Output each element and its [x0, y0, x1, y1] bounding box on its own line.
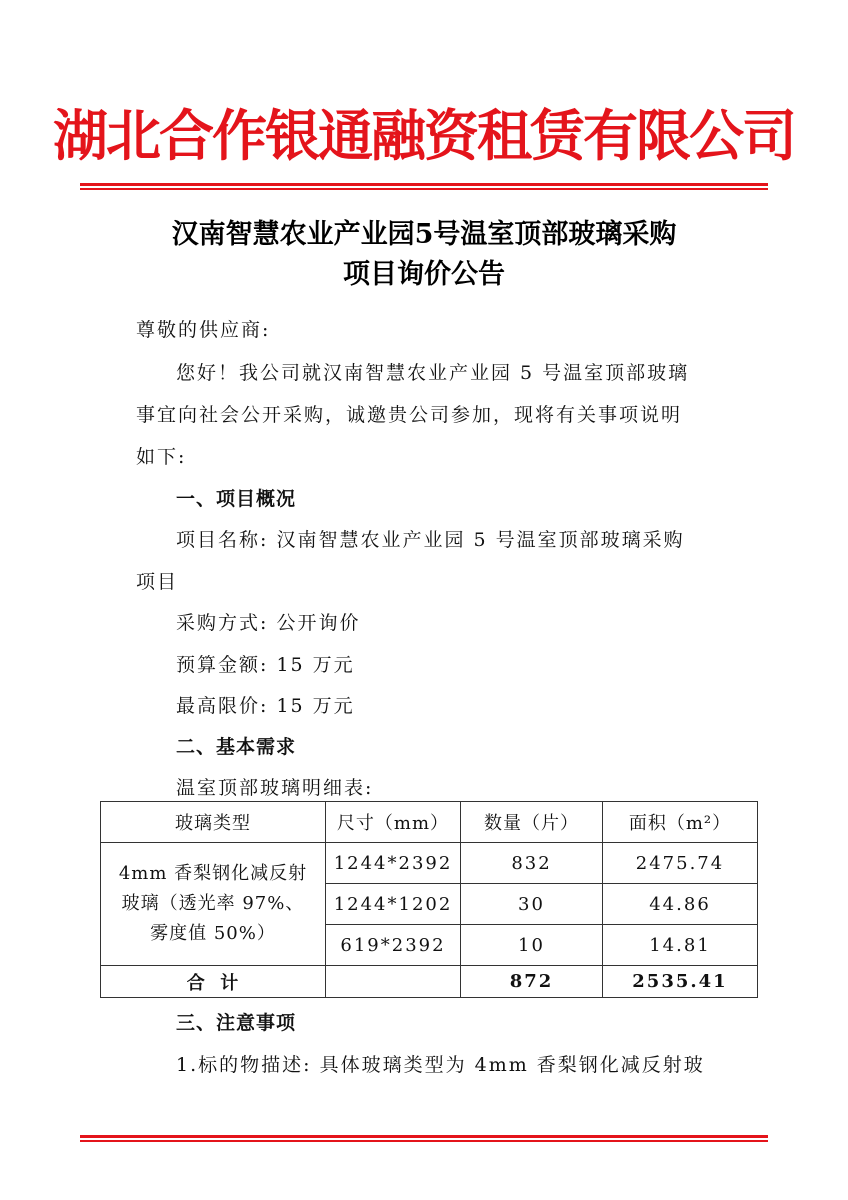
section1-heading: 一、项目概况	[176, 488, 297, 510]
intro-line-3: 如下:	[136, 446, 187, 468]
header-quantity: 数量（片）	[461, 802, 603, 843]
glass-detail-table	[100, 801, 758, 998]
max-price: 最高限价: 15 万元	[176, 695, 355, 717]
glass-type-cell	[101, 843, 326, 966]
table-caption: 温室顶部玻璃明细表:	[176, 777, 374, 799]
section3-heading: 三、注意事项	[176, 1012, 297, 1034]
area-cell: 2475.74	[603, 843, 758, 884]
area-cell: 14.81	[603, 925, 758, 966]
table-total-row	[101, 966, 758, 998]
size-cell: 1244*1202	[326, 884, 461, 925]
notice-title-line2: 项目询价公告	[343, 259, 505, 290]
glass-type-line1: 4mm 香梨钢化减反射	[118, 863, 308, 884]
salutation: 尊敬的供应商:	[136, 319, 271, 341]
table-row	[101, 843, 758, 884]
quantity-cell: 832	[461, 843, 603, 884]
quantity-cell: 30	[461, 884, 603, 925]
procurement-method: 采购方式: 公开询价	[176, 612, 361, 634]
total-size-empty	[326, 966, 461, 998]
intro-line-2: 事宜向社会公开采购，诚邀贵公司参加，现将有关事项说明	[136, 404, 683, 426]
total-area: 2535.41	[603, 966, 758, 998]
table-header-row	[101, 802, 758, 843]
header-area: 面积（m²）	[603, 802, 758, 843]
letterhead-rule-thick	[80, 183, 768, 186]
header-glass-type: 玻璃类型	[101, 802, 326, 843]
total-quantity: 872	[461, 966, 603, 998]
glass-type-line3: 雾度值 50%）	[150, 923, 276, 944]
project-name-line2: 项目	[136, 571, 179, 593]
area-cell: 44.86	[603, 884, 758, 925]
notice-title-line1: 汉南智慧农业产业园5号温室顶部玻璃采购	[171, 219, 677, 250]
notice-item-1: 1.标的物描述: 具体玻璃类型为 4mm 香梨钢化减反射玻	[176, 1054, 705, 1076]
footer-rule-thin	[80, 1140, 768, 1142]
budget-amount: 预算金额: 15 万元	[176, 654, 355, 676]
letterhead-rule-thin	[80, 188, 768, 190]
footer-rule-thick	[80, 1135, 768, 1138]
total-label: 合 计	[101, 966, 326, 998]
section2-heading: 二、基本需求	[176, 736, 297, 758]
company-letterhead: 湖北合作银通融资租赁有限公司	[52, 103, 795, 168]
size-cell: 1244*2392	[326, 843, 461, 884]
size-cell: 619*2392	[326, 925, 461, 966]
glass-type-line2: 玻璃（透光率 97%、	[121, 893, 305, 914]
intro-line-1: 您好！我公司就汉南智慧农业产业园 5 号温室顶部玻璃	[176, 362, 690, 384]
project-name-line1: 项目名称: 汉南智慧农业产业园 5 号温室顶部玻璃采购	[176, 529, 685, 551]
quantity-cell: 10	[461, 925, 603, 966]
header-size: 尺寸（mm）	[326, 802, 461, 843]
